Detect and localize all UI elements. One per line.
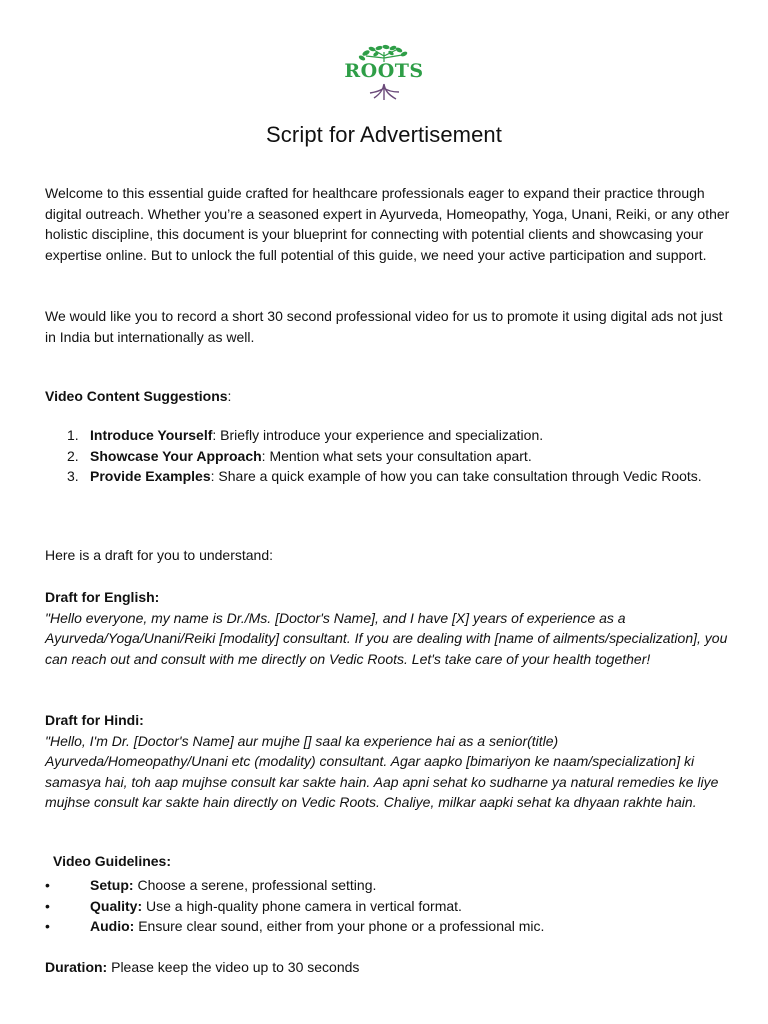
draft-hindi-heading [45, 710, 735, 731]
request-paragraph: We would like you to record a short 30 second professional video for us to promote it using digital ads not just in India but internationally as well. [45, 308, 723, 345]
page-title: Script for Advertisement [266, 122, 502, 147]
draft-intro: Here is a draft for you to understand: [45, 547, 274, 563]
draft-english-section [45, 587, 735, 669]
list-item-label: Provide Examples [90, 468, 211, 484]
video-content-heading-suffix: : [227, 388, 232, 404]
bullet-icon: • [45, 897, 50, 914]
intro-paragraph: Welcome to this essential guide crafted for healthcare professionals eager to expand their practice through digital outreach. Whether you’re a seasoned expert in Ayurveda, Homeopathy, Yoga, Unani, Reiki, or any other holistic discipline, this document is your blueprint for connecting with potential clients and showcasing your expertise online. But to unlock the full potential of this guide, we need your active participation and support. [45, 185, 730, 263]
list-item-label: Showcase Your Approach [90, 447, 262, 464]
draft-english-text: "Hello everyone, my name is Dr./Ms. [Doctor's Name], and I have [X] years of experience as a Ayurveda/Yoga/Unani/Reiki [modality] consultant. If you are dealing with [name of ailments/specialization], you can reach out and consult with me directly on Vedic Roots. Let's take care of your health together! [45, 609, 728, 667]
list-item-text: : Mention what sets your consultation apart. [261, 447, 532, 464]
video-content-list [45, 425, 735, 487]
draft-hindi-heading-label: Draft for Hindi: [45, 712, 144, 728]
duration-text: Please keep the video up to 30 seconds [107, 959, 360, 975]
list-item-text: : Briefly introduce your experience and specialization. [212, 427, 544, 443]
list-number: 3. [67, 468, 79, 484]
guideline-label: Setup: [90, 877, 134, 893]
guideline-label: Quality: [90, 897, 143, 914]
draft-hindi-section [45, 710, 735, 813]
list-item [45, 875, 735, 896]
video-guidelines-heading: Video Guidelines: [53, 853, 171, 869]
list-item-text: : Share a quick example of how you can take consultation through Vedic Roots. [210, 468, 702, 484]
guideline-text: Choose a serene, professional setting. [133, 877, 377, 893]
list-item [45, 425, 735, 446]
draft-english-heading [45, 587, 735, 608]
bullet-icon: • [45, 877, 50, 893]
list-number: 2. [67, 447, 79, 464]
video-content-heading-label: Video Content Suggestions [45, 388, 228, 404]
guideline-text: Ensure clear sound, either from your phone or a professional mic. [134, 918, 545, 934]
list-item [45, 896, 735, 917]
duration-line [45, 957, 735, 978]
video-content-heading [45, 386, 735, 407]
guideline-label: Audio: [90, 918, 135, 934]
duration-label: Duration: [45, 959, 108, 975]
video-guidelines-list [45, 875, 735, 937]
roots-logo [336, 44, 432, 102]
list-item [45, 916, 735, 937]
guideline-text: Use a high-quality phone camera in vertical format. [142, 897, 462, 914]
logo-text: ROOTS [344, 60, 424, 82]
list-item [45, 466, 735, 487]
list-number: 1. [67, 427, 79, 443]
draft-hindi-text: "Hello, I'm Dr. [Doctor's Name] aur mujhe [] saal ka experience hai as a senior(title) Ayurveda/Homeopathy/Unani etc (modality) consultant. Agar aapko [bimariyon ke naam/specialization] ki samasya hai, toh aap mujhse consult kar sakte hain. Aap apni sehat ko sudharne ya natural remedies ke liye mujhse consult kar sakte hain directly on Vedic Roots. Chaliye, milkar aapki sehat ka dhyaan rakhte hain. [45, 732, 719, 810]
list-item [45, 446, 735, 467]
draft-english-heading-label: Draft for English: [45, 589, 160, 605]
bullet-icon: • [45, 918, 50, 934]
list-item-label: Introduce Yourself [90, 427, 213, 443]
